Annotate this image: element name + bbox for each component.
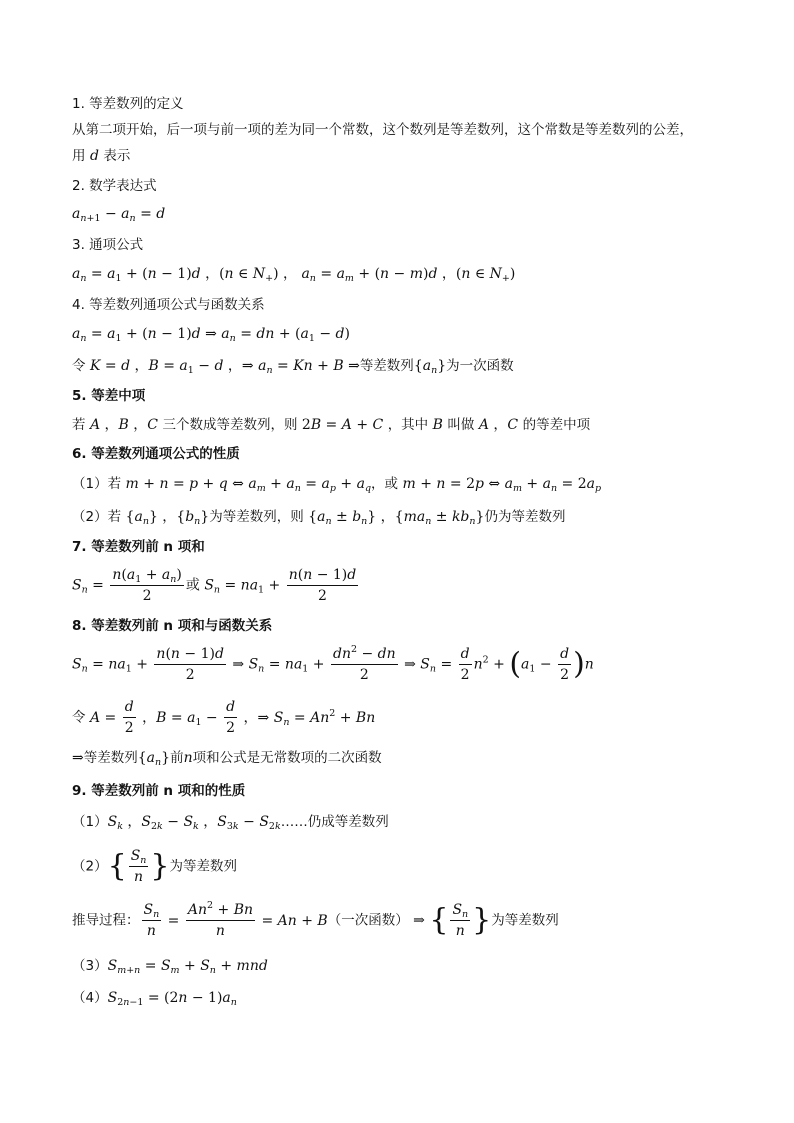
section-7-title: 7. 等差数列前 n 项和 (72, 539, 205, 555)
property-9-1: $(1)S_k$ ，$S_{2k} - S_k$ ，$S_{3k}$ − $S_{2k}\dots\dots$仍成等差数列 (72, 814, 389, 832)
property-9-2: （2）{ $\frac{S_n}{n}$ }为等差数列 (72, 848, 237, 885)
property-9-4: $(4)S_{2n-1} = (2n - 1)a_n$ (72, 990, 237, 1008)
property-6-2: （2）若 $\{a_n\}$ ，$\{b_n\}$为等差数列，则 $\{a_n \pm b_n\}$ ，$\{ma_n \pm kb_n\}$仍为等差数列 (72, 509, 566, 527)
quadratic-function-conclusion: ⇒等差数列$\{a_n\}$前n项和公式是无常数项的二次函数 (72, 750, 382, 768)
general-term-linear-formula: $a_n = a_1 + (n - 1)d$ ⇒ $a_n$ = dn + $(a_1 - d)$ (72, 326, 350, 344)
arithmetic-mean-statement: 若 A ，B ，C 三个数成等差数列，则 2B = A + C ，其中 B 叫做 A ，C 的等差中项 (72, 417, 591, 433)
sum-coefficients: 令 A = $\frac{d}{2}$ ，$B = a_1$ − $\frac{d}{2}$ ，⇒ $S_n = An^2 + Bn$ (72, 699, 376, 736)
general-term-formula: $a_n = a_1 + (n - 1)d$ ，(n ∈ $N_+$) ， $a_n = a_m + (n - m)d$ ，(n ∈ $N_+$) (72, 266, 516, 284)
section-4-title: 4. 等差数列通项公式与函数关系 (72, 297, 265, 313)
definition-line-2: 用 d 表示 (72, 148, 131, 164)
section-9-title: 9. 等差数列前 n 项和的性质 (72, 783, 246, 799)
expression-formula: $a_{n+1} - a_n = d$ (72, 206, 166, 224)
section-5-title: 5. 等差中项 (72, 388, 146, 404)
derivation: 推导过程： $\frac{S_n}{n}$ = $\frac{An^2 + Bn}{n}$ = An + B（一次函数） ⇒ { $\frac{S_n}{n}$ }为等差数列 (72, 900, 559, 939)
section-1-title: 1. 等差数列的定义 (72, 96, 184, 112)
linear-function-conclusion: 令 K = d ，$B = a_1 - d$ ，⇒ $a_n = Kn + B$ ⇒等差数列$\{a_n\}$为一次函数 (72, 358, 514, 376)
property-9-3: $(3)S_{m+n} = S_m + S_n$ + mnd (72, 958, 268, 976)
section-8-title: 8. 等差数列前 n 项和与函数关系 (72, 618, 273, 634)
section-2-title: 2. 数学表达式 (72, 178, 157, 194)
definition-line-1: 从第二项开始，后一项与前一项的差为同一个常数，这个数列是等差数列，这个常数是等差数列的公差， (72, 122, 693, 138)
sum-quadratic-formula: $S_n = na_1$ + $\frac{n(n - 1)d}{2}$ ⇒ $S_n = na_1$ + $\frac{dn^2 - dn}{2}$ ⇒ $S_n$ = $\frac{d}{2}$ $n^2 + (a_1$ − $\frac{d}{2}$ )n (72, 644, 594, 683)
section-3-title: 3. 通项公式 (72, 237, 144, 253)
section-6-title: 6. 等差数列通项公式的性质 (72, 446, 240, 462)
sum-formula: $S_n$ = $\frac{n(a_1 + a_n)}{2}$ 或 $S_n = na_1$ + $\frac{n(n - 1)d}{2}$ (72, 567, 357, 604)
property-6-1: （1）若 m + n = p + q ⇔ $a_m + a_n = a_p + a_q$，或 m + n = 2p ⇔ $a_m + a_n = 2a_p$ (72, 476, 602, 494)
